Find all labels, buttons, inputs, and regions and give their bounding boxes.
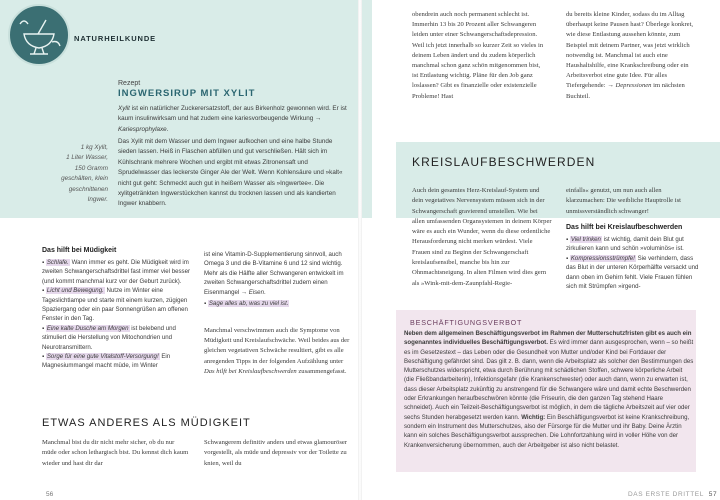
kreislauf-col1: Auch dein gesamtes Herz-Kreislauf-System und dein vegetatives Nervensystem müssen sich in der Schwangerschaft gravierend umstellen. Wie bei allen umfassenden Organsystemen in deinem Körper wäre es auch ein Wunder, wenn du diese ordentliche Herausforderung nicht merken würdest. Viele Frauen sind zu Beginn der Schwangerschaft kreislaufsensibel, manche bis hin zur Ohnmachtsneigung. In alten Filmen wird dies gern als »Wink-mit-dem-Zaunpfahl-Regie- bbox=[412, 187, 552, 287]
running-head: DAS ERSTE DRITTEL 57 bbox=[628, 491, 718, 498]
etwas-col2: Schwangerem definitiv anders und etwas glamouröser vorgestellt, als müde und depressiv vor der Toilette zu knien, weil du bbox=[204, 439, 348, 467]
book-gutter bbox=[358, 0, 362, 500]
recipe-steps: Das Xylit mit dem Wasser und dem Ingwer aufkochen und eine halbe Stunde sieden lassen. Heiß in Flaschen abfüllen und gut verschließen. Hält sich im Kühlschrank mehrere Wochen und ergibt mit etwas Zitronensaft und Sprudelwasser das leckerste Ginger Ale der Welt. Wenn Kohlensäure und »kalt« nicht gut geht: Schmeckt auch gut in heißem Wasser als »Ingwertee«. Die xylitgetränkten Ingwerstückchen kannst du trocknen lassen und als kandierten Ingwer knabbern. bbox=[118, 138, 343, 208]
list-item: ▪ Sage alles ab, was zu viel ist. bbox=[204, 300, 289, 308]
cross-reference: Kariesprophylaxe bbox=[118, 125, 167, 133]
recipe-title: INGWERSIRUP MIT XYLIT bbox=[118, 88, 256, 99]
muedigkeit-heading: Das hilft bei Müdigkeit bbox=[42, 247, 117, 254]
list-item: ▪ Schlafe. Wann immer es geht. Die Müdigkeit wird im zweiten Schwangerschaftsdrittel fast immer viel besser (und kommt manchmal kurz vor der Geburt zurück). bbox=[42, 259, 190, 285]
beschaeftigungsverbot-text: Neben dem allgemeinen Beschäftigungsverbot im Rahmen der Mutterschutzfristen gibt es auch ein sogenanntes individuelles Beschäftigungsverbot. Es wird immer dann ausgesprochen, wenn – so heißt es im Gesetzestext – das Leben oder die Gesundheit von Mutter und/oder Kind bei Fortdauer der Beschäftigung gefährdet sind. Das gilt z. B. dann, wenn die Arbeitsplatz als solcher den Bestimmungen des Mutterschutzes widerspricht, etwa durch Berührung mit schädlichen Stoffen, schwere körperliche Arbeit (die Fließbandarbeiterin), Infektionsgefahr (die Krankenschwester) oder auch dann, wenn zu erwarten ist, dass dieser Arbeitsplatz zukünftig zu anstrengend für die Schwangere wäre und damit echte Beschwerden oder Erkrankungen heraufbeschwören könnte (die Friseurin, die den ganzen Tag stehend Haare schneidet). Auch ein Teilzeit-Beschäftigungsverbot ist möglich, in dem die tägliche Arbeitszeit auf vier oder sechs Stunden herabgesetzt werden kann. Wichtig: Ein Beschäftigungsverbot ist keine Krankschreibung, sondern ein Instrument des Mutterschutzes, also der Fürsorge für die Mutter und ihr Baby. Deine Ärztin kann ein solches Beschäftigungsverbot aussprechen. Die Lohnfortzahlung wird in voller Höhe von der Krankenversicherung übernommen, auch der Arbeitgeber ist also nicht belastet. bbox=[404, 330, 694, 449]
xylit-term: Xylit bbox=[118, 105, 130, 112]
mortar-pestle-icon bbox=[8, 4, 70, 66]
list-item: ▪ Viel trinken ist wichtig, damit dein Blut gut zirkulieren kann und schön »voluminös« ist. bbox=[566, 236, 684, 253]
muedigkeit-bullets bbox=[42, 258, 190, 371]
page-number-right: 57 bbox=[708, 491, 718, 498]
ingredients-list: 1 kg Xylit, 1 Liter Wasser, 150 Gramm geschälten, klein geschnittenen Ingwer. bbox=[61, 144, 108, 204]
list-item: ▪ Kompressionsstrümpfe! Sie verhindern, dass das Blut in der unteren Körperhälfte versackt und dann oben im Gehirn fehlt. Viele Frauen fühlen sich mit Strümpfen »irgend- bbox=[566, 254, 699, 291]
right-top-col1: obendrein auch noch permanent schlecht ist. Immerhin 13 bis 20 Prozent aller Schwangeren leiden unter einer Schwangerschaftsdepression. Weil ich jetzt innerhalb so kurzer Zeit so vieles in deinem Leben ändert und du zudem körperlich manchmal schon ganz schön mitgenommen bist, ist Entlastung wichtig. Pläne für den Job ganz loslassen? Gibt es finanzielle oder existenzielle Probleme! Hast bbox=[412, 11, 544, 100]
list-item: ▪ Licht und Bewegung. Nutze im Winter eine Tageslichtlampe und starte mit einem kurzen, zügigen Spaziergang oder ein paar Sonnengrüßen am offenen Fenster in den Tag. bbox=[42, 287, 188, 323]
kreislauf-heading: KREISLAUFBESCHWERDEN bbox=[412, 155, 596, 169]
recipe-kicker: Rezept bbox=[118, 80, 141, 87]
section-title: NATURHEILKUNDE bbox=[74, 34, 157, 43]
kreislauf-bullets bbox=[566, 235, 700, 291]
page-number-left: 56 bbox=[46, 491, 54, 498]
etwas-col1: Manchmal bist du dir nicht mehr sicher, ob du nur müde oder schon lethargisch bist. Du kennst dich kaum wieder und hast dir dar bbox=[42, 439, 189, 467]
right-top-col2: du bereits kleine Kinder, sodass du im Alltag überhaupt keine Pausen hast? Überlege konkret, wie diese Entlastung aussehen könnte, zum Beispiel mit deinem Partner, was jetzt wirklich notwendig ist. Manchmal ist auch eine Haushaltshilfe, eine Krankschreibung oder ein Arbeitsverbot eine gute Idee. Für alles Tiefergehende: → Depressionen im nächsten Buchteil. bbox=[566, 11, 694, 100]
list-item: ▪ Eine kalte Dusche am Morgen ist belebend und stimuliert die Herstellung von Mitochondrien und Neurotransmittern. bbox=[42, 324, 176, 351]
kreislauf-col2-intro: einfalls« genutzt, um nun auch allen klarzumachen: Die weibliche Hauptrolle ist unmissverständlich schwanger! bbox=[566, 187, 681, 215]
beschaeftigungsverbot-title: BESCHÄFTIGUNGSVERBOT bbox=[410, 318, 523, 327]
etwas-anderes-heading: ETWAS ANDERES ALS MÜDIGKEIT bbox=[42, 417, 251, 429]
list-item: ▪ Sorge für eine gute Vitalstoff-Versorgung! Ein Magnesiummangel macht müde, im Winter bbox=[42, 353, 171, 370]
recipe-intro: Xylit ist ein natürlicher Zuckerersatzstoff, der aus Birkenholz gewonnen wird. Er ist kaum insulinwirksam und hat zudem eine kariesvorbeugende Wirkung → Kariesprophylaxe. bbox=[118, 105, 347, 133]
manchmal-paragraph: Manchmal verschwimmen auch die Symptome von Müdigkeit und Kreislaufschwäche. Weil beides aus der gleichen vegetativen Schwäche resultiert, gibt es alle anregenden Tipps in der folgenden Aufzählung unter Das hilft bei Kreislaufbeschwerden zusammengefasst. bbox=[204, 327, 350, 375]
kreislauf-tips-heading: Das hilft bei Kreislaufbeschwerden bbox=[566, 224, 683, 231]
muedigkeit-continued: ist eine Vitamin-D-Supplementierung sinnvoll, auch Omega 3 und die B-Vitamine 6 und 12 sind wichtig. Mehr als die Hälfte aller Schwangeren entwickelt im zweiten Schwangerschaftsdrittel zudem einen Eisenmangel → Eisen. ▪ Sage alles ab, was zu viel ist. bbox=[204, 250, 352, 308]
